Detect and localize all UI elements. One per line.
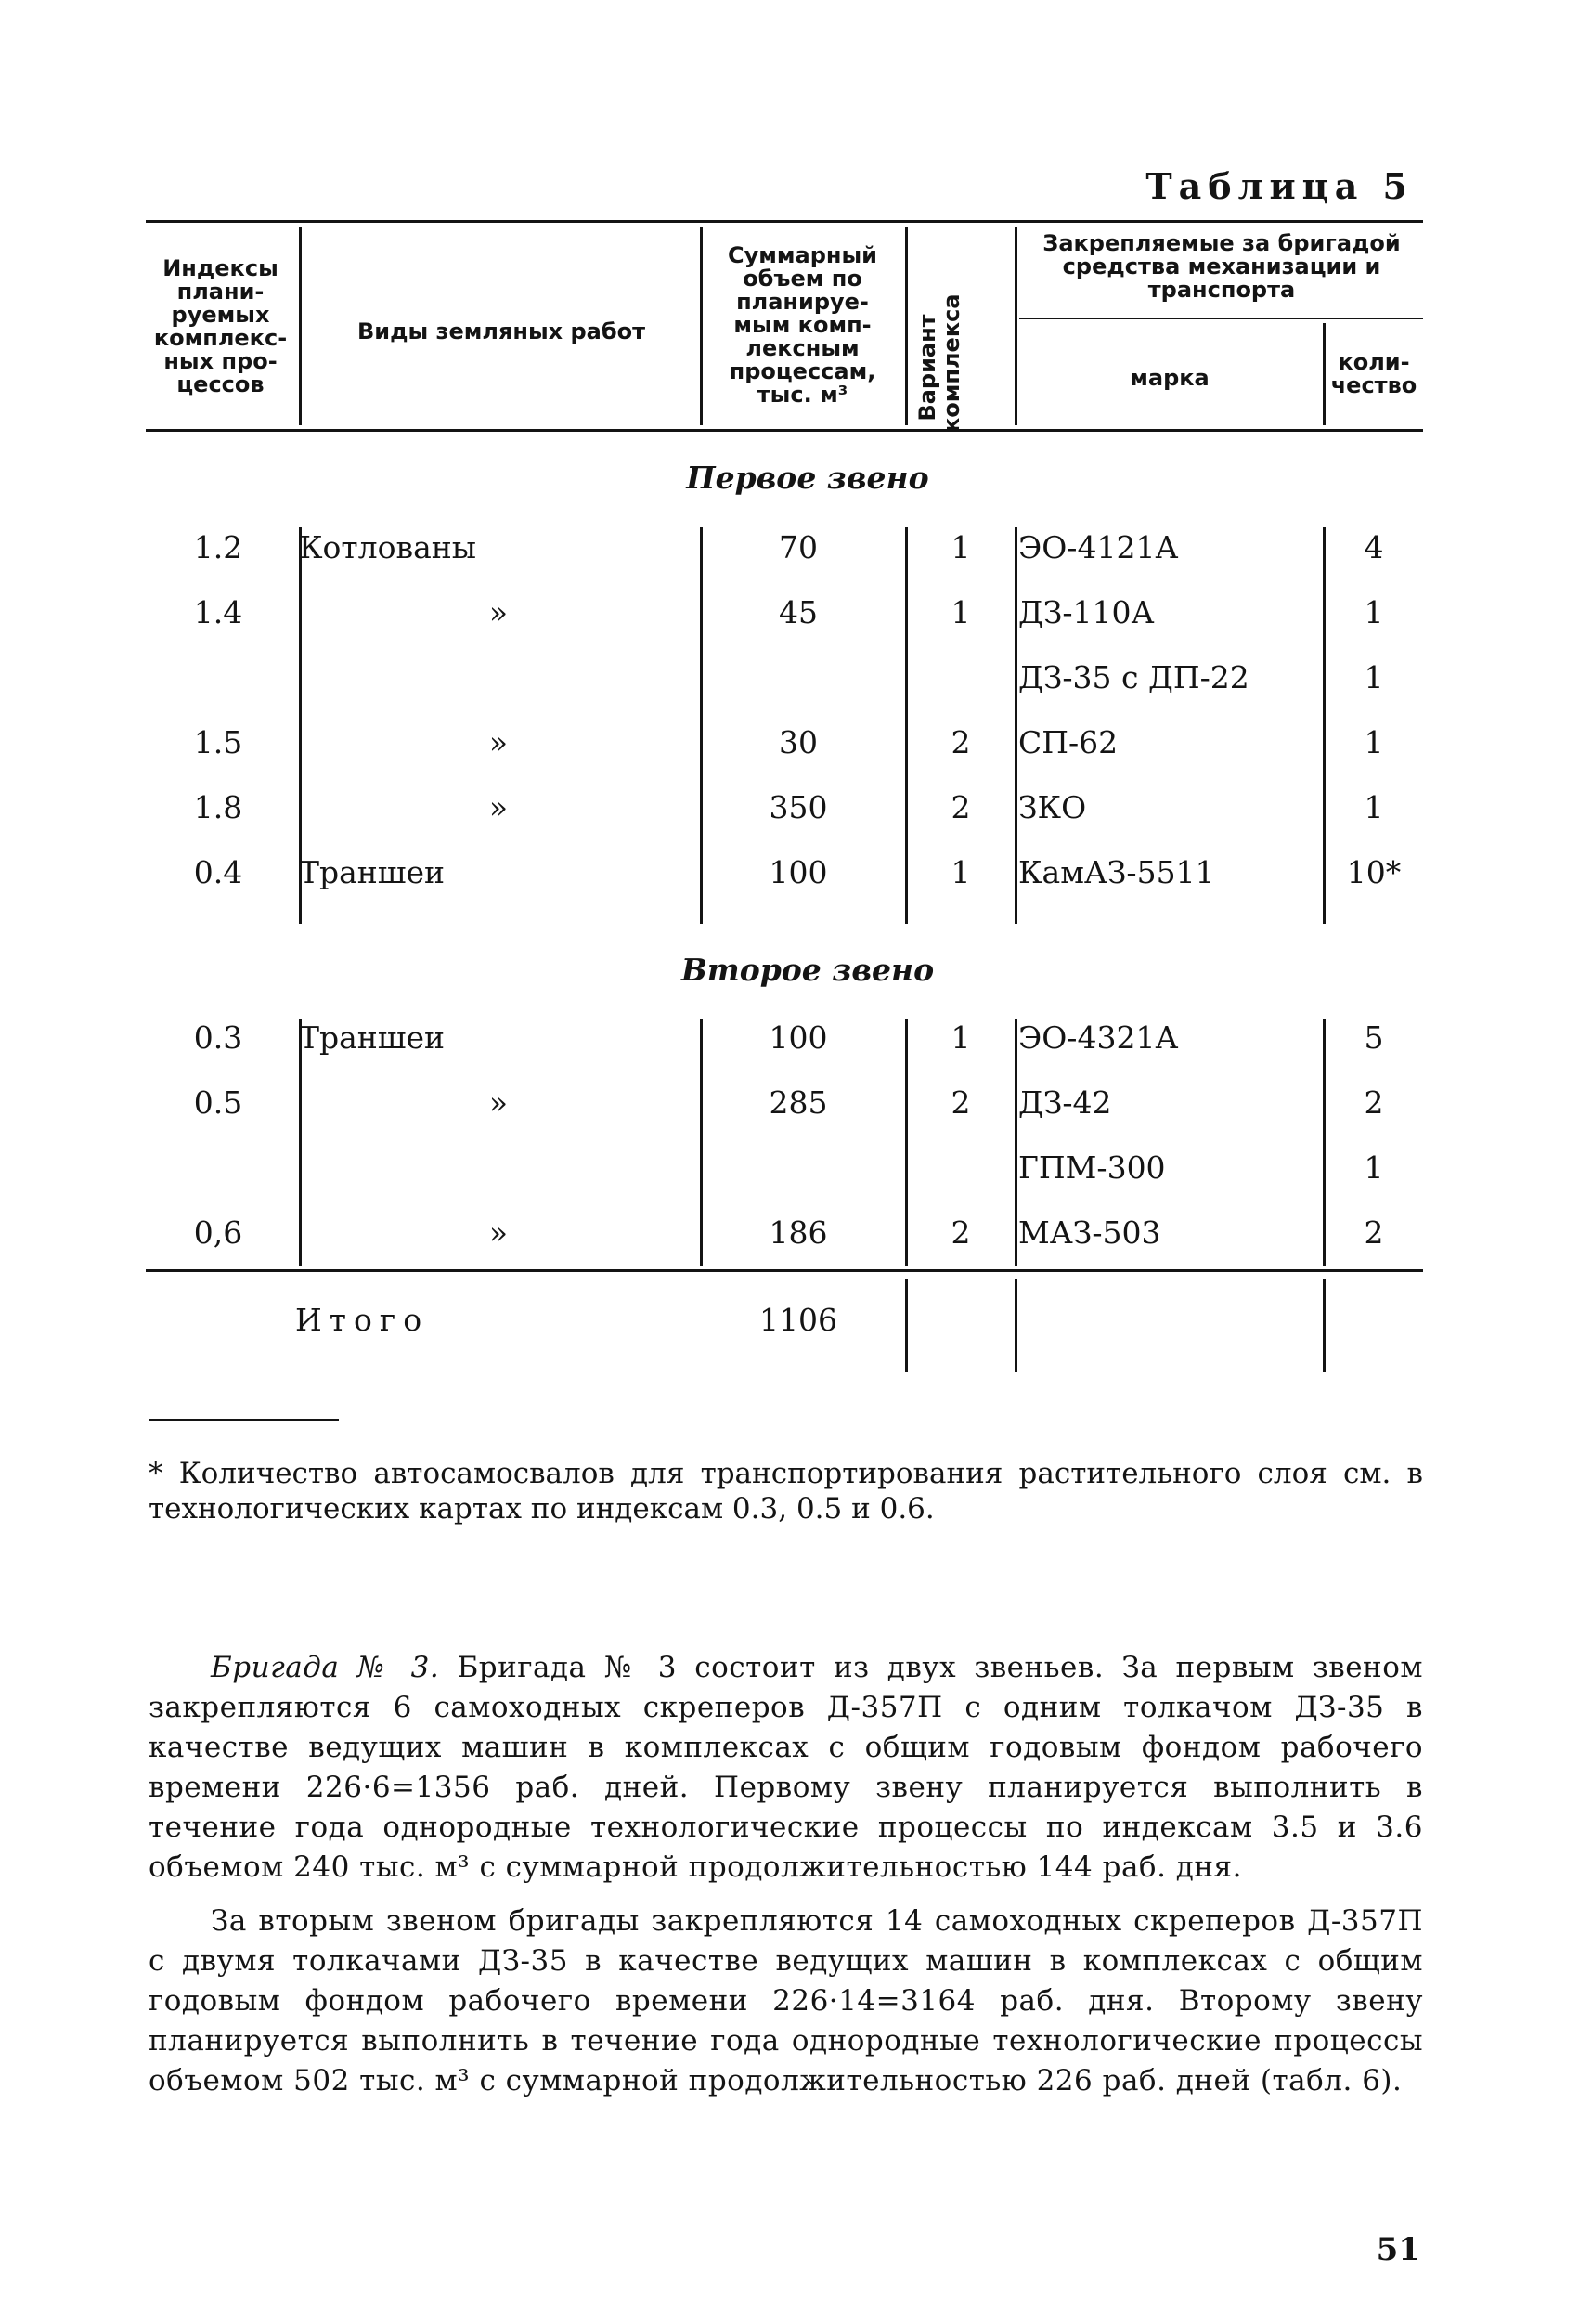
cell-qty: 2	[1364, 1214, 1384, 1251]
cell-variant: 2	[951, 789, 971, 825]
total-label: Итого	[295, 1302, 430, 1338]
body-col-divider	[1015, 1019, 1017, 1266]
cell-index: 0.3	[193, 1019, 243, 1056]
cell-work: »	[488, 1214, 509, 1251]
paragraph-lead: Бригада № 3.	[211, 1651, 440, 1684]
cell-index: 1.4	[193, 594, 243, 630]
page-number: 51	[1376, 2231, 1420, 2268]
cell-qty: 1	[1364, 724, 1384, 760]
body-col-divider	[905, 1019, 908, 1266]
paragraph-text: Бригада № 3 состоит из двух звеньев. За первым звеном закрепляются 6 самоходных скреперов Д-357П с одним толкачом ДЗ-35 в качестве ведущих машин в комплексах с общим годовым фондом рабочего времени 226·6=1356 раб. дней. Первому звену планируется выполнить в течение года однородные технологические процессы по индексам 3.5 и 3.6 объемом 240 тыс. м³ с суммарной продолжительностью 144 раб. дня.	[149, 1651, 1423, 1884]
footnote-rule	[149, 1419, 339, 1421]
cell-work: Траншеи	[299, 854, 446, 890]
cell-index: 1.2	[193, 529, 243, 565]
cell-work: »	[488, 594, 509, 630]
cell-mark: СП-62	[1018, 724, 1119, 760]
section-title: Второе звено	[680, 952, 935, 988]
cell-work: »	[488, 724, 509, 760]
cell-qty: 1	[1364, 1149, 1384, 1186]
cell-volume: 350	[769, 789, 828, 825]
cell-volume: 70	[779, 529, 818, 565]
cell-qty: 2	[1364, 1084, 1384, 1121]
cell-index: 1.5	[193, 724, 243, 760]
cell-mark: ДЗ-110А	[1018, 594, 1155, 630]
means-subheader-rule	[1019, 318, 1423, 319]
cell-mark: ГПМ-300	[1018, 1149, 1166, 1186]
cell-mark: ЗКО	[1018, 789, 1087, 825]
header-col-divider	[905, 227, 908, 425]
footnote: * Количество автосамосвалов для транспортирования растительного слоя см. в технологических картах по индексам 0.3, 0.5 и 0.6.	[149, 1457, 1423, 1526]
paragraph	[149, 1648, 1423, 1888]
header-qty: коли- чество	[1330, 349, 1417, 398]
cell-variant: 1	[951, 1019, 971, 1056]
table-top-rule	[146, 220, 1423, 223]
body-col-divider	[1015, 527, 1017, 924]
cell-volume: 285	[769, 1084, 828, 1121]
cell-volume: 30	[779, 724, 818, 760]
cell-variant: 1	[951, 854, 971, 890]
header-index: Индексы плани- руемых комплекс- ных про- цессов	[153, 255, 288, 397]
total-value: 1106	[759, 1302, 837, 1338]
cell-variant: 2	[951, 724, 971, 760]
cell-qty: 1	[1364, 789, 1384, 825]
total-col-divider	[905, 1279, 908, 1372]
cell-qty: 4	[1364, 529, 1384, 565]
body-col-divider	[1323, 1019, 1326, 1266]
cell-index: 1.8	[193, 789, 243, 825]
table-title: Таблица 5	[1145, 165, 1414, 207]
cell-qty: 1	[1364, 594, 1384, 630]
body-col-divider	[1323, 527, 1326, 924]
cell-index: 0,6	[193, 1214, 243, 1251]
header-bottom-rule	[146, 429, 1423, 432]
cell-variant: 1	[951, 594, 971, 630]
cell-qty: 1	[1364, 659, 1384, 695]
paragraph: За вторым звеном бригады закрепляются 14 самоходных скреперов Д-357П с двумя толкачами ДЗ-35 в качестве ведущих машин в комплексах с общим годовым фондом рабочего времени 226·14=3164 раб. дня. Второму звену планируется выполнить в течение года однородные технологические процессы объемом 502 тыс. м³ с суммарной продолжительностью 226 раб. дней (табл. 6).	[149, 1904, 1423, 2097]
section-title: Первое звено	[686, 460, 929, 496]
cell-index: 0.5	[193, 1084, 243, 1121]
cell-variant: 2	[951, 1084, 971, 1121]
header-volume: Суммарный объем по планируе- мым комп- лексным процессам, тыс. м³	[728, 242, 877, 408]
header-works: Виды земляных работ	[356, 318, 646, 344]
total-col-divider	[1323, 1279, 1326, 1372]
header-col-divider	[299, 227, 302, 425]
total-col-divider	[1015, 1279, 1017, 1372]
cell-mark: КамАЗ-5511	[1018, 854, 1215, 890]
cell-mark: ЭО-4121А	[1018, 529, 1179, 565]
header-variant: Вариант комплекса	[914, 293, 964, 433]
header-col-divider	[1015, 227, 1017, 425]
cell-volume: 186	[769, 1214, 828, 1251]
cell-mark: ЭО-4321А	[1018, 1019, 1179, 1056]
cell-work: Котлованы	[299, 529, 477, 565]
cell-volume: 100	[769, 854, 828, 890]
cell-work: »	[488, 789, 509, 825]
cell-work: »	[488, 1084, 509, 1121]
cell-mark: МАЗ-503	[1018, 1214, 1161, 1251]
body-bottom-rule	[146, 1269, 1423, 1272]
body-col-divider	[905, 527, 908, 924]
body-col-divider	[700, 527, 703, 924]
cell-qty: 5	[1364, 1019, 1384, 1056]
header-mark: марка	[1130, 365, 1210, 391]
cell-variant: 1	[951, 529, 971, 565]
header-col-divider	[1323, 323, 1326, 425]
cell-variant: 2	[951, 1214, 971, 1251]
cell-mark: ДЗ-35 с ДП-22	[1018, 659, 1249, 695]
body-col-divider	[700, 1019, 703, 1266]
cell-mark: ДЗ-42	[1018, 1084, 1112, 1121]
header-means: Закрепляемые за бригадой средства механизации и транспорта	[1042, 230, 1401, 303]
cell-volume: 100	[769, 1019, 828, 1056]
cell-index: 0.4	[193, 854, 243, 890]
cell-work: Траншеи	[299, 1019, 446, 1056]
cell-qty: 10*	[1346, 854, 1402, 890]
cell-volume: 45	[779, 594, 818, 630]
header-col-divider	[700, 227, 703, 425]
